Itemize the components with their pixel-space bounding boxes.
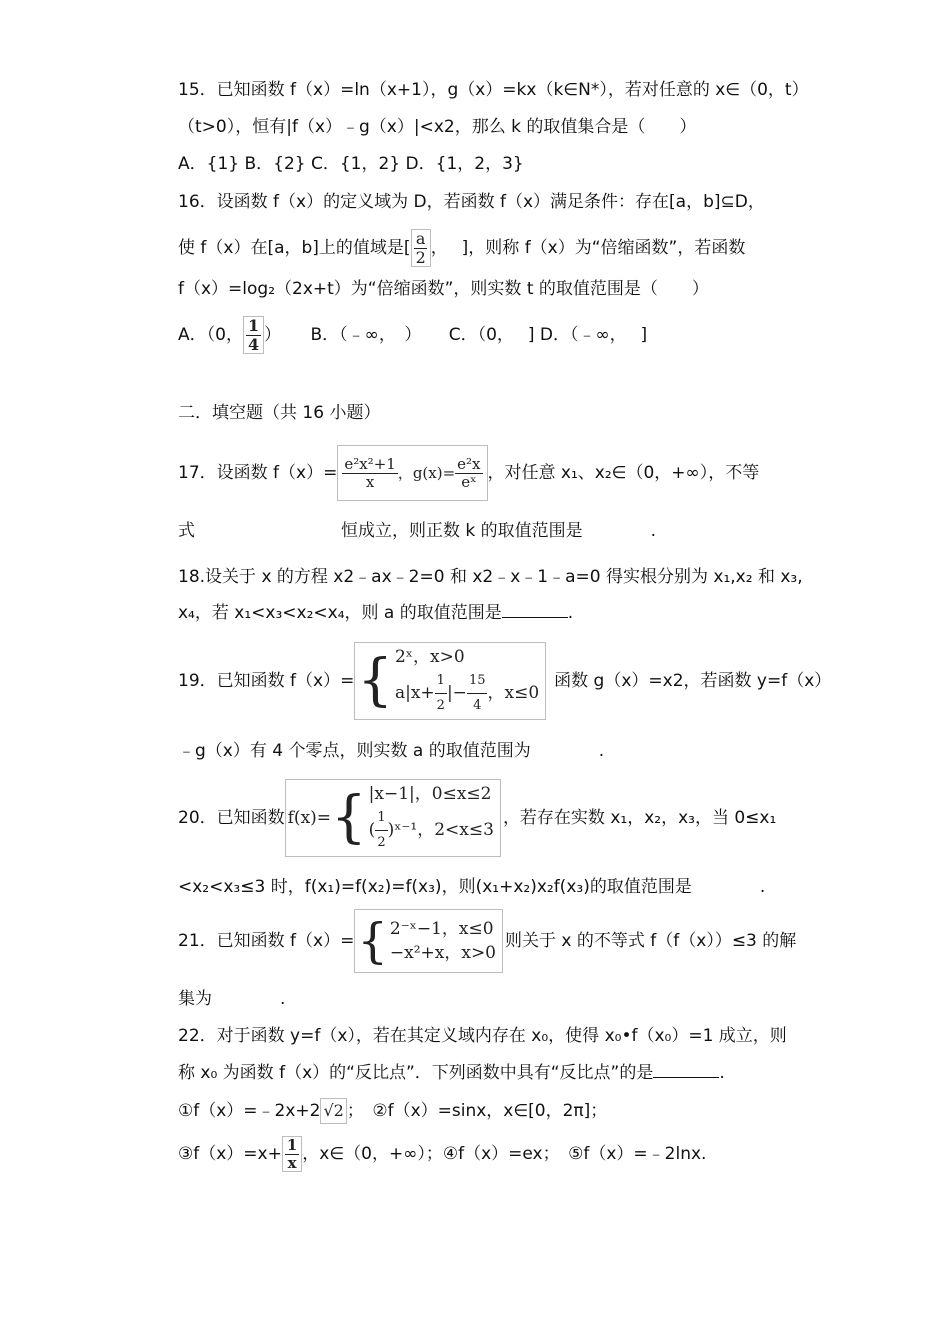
q17-pre: 17．设函数 f（x）= (178, 463, 338, 483)
q18-answer-blank (502, 617, 568, 618)
q21-line1 (178, 909, 818, 973)
section-title: 二．填空题（共 16 小题） (178, 403, 381, 423)
q21-post: 则关于 x 的不等式 f（f（x））≤3 的解 (505, 931, 797, 951)
q15-line1: 15．已知函数 f（x）=ln（x+1），g（x）=kx（k∈N*），若对任意的 x∈（0，t） (178, 80, 809, 100)
q16-optB: B．（﹣∞， ） (310, 325, 422, 346)
q19-piecewise-image (354, 642, 546, 720)
q18-end: . (567, 603, 574, 623)
q19-case2-d2: 4 (473, 697, 482, 713)
q22-opt1-pre: ①f（x）=﹣2x+2 (178, 1101, 321, 1121)
q22-options-line1 (178, 1098, 818, 1124)
q21-piecewise-image (354, 909, 503, 973)
q16-optA-den: 4 (247, 334, 260, 354)
q16-optA-num: 1 (247, 316, 260, 335)
q19-post: 函数 g（x）=x2，若函数 y=f（x） (554, 671, 832, 691)
q17-f-num: e²x²+1 (344, 455, 396, 473)
q16-frac-num: a (415, 229, 426, 248)
q16-optC: C．（0， ] (448, 325, 535, 346)
q21-case2: −x²+x，x>0 (389, 943, 497, 963)
q17-g-den: eˣ (461, 472, 477, 491)
q21-brace: { (357, 913, 388, 969)
q20-case2-n: 1 (375, 806, 387, 831)
q19-case2-d1: 2 (436, 697, 445, 713)
q22-line2-text: 称 x₀ 为函数 f（x）的“反比点”．下列函数中具有“反比点”的是 (178, 1063, 654, 1083)
q22-line2-end: . (719, 1063, 725, 1083)
q16-line2-text-b: ， ]，则称 f（x）为“倍缩函数”，若函数 (430, 238, 746, 259)
q16-fraction-image (411, 229, 431, 267)
q17-line2 (178, 519, 818, 543)
q19-brace: { (357, 648, 393, 713)
q17-line2b: 恒成立，则正数 k 的取值范围是 . (341, 521, 657, 541)
q22-opt1-radical: √2 (320, 1098, 346, 1124)
q20-piecewise-image (285, 779, 501, 857)
q17-g-num: e²x (457, 455, 481, 473)
q17-post: ，对任意 x₁、x₂∈（0，+∞），不等 (487, 463, 760, 483)
q16-optA-fraction (243, 316, 264, 354)
q18-line2-text: x₄，若 x₁<x₃<x₂<x₄，则 a 的取值范围是 (178, 603, 502, 623)
q17-f-den: x (365, 472, 375, 491)
q19-case2-n1: 1 (435, 669, 447, 694)
q18-line1: 18.设关于 x 的方程 x2﹣ax﹣2=0 和 x2﹣x﹣1﹣a=0 得实根分别为 x₁,x₂ 和 x₃, (178, 567, 803, 587)
q19-pre: 19．已知函数 f（x）= (178, 671, 355, 691)
q22-options-line2 (178, 1134, 818, 1174)
q20-case2-d: 2 (377, 834, 386, 850)
q20-flabel: f(x)= (287, 808, 332, 828)
q22-opt1-post: ； ②f（x）=sinx，x∈[0，2π]； (346, 1101, 608, 1121)
q17-line2a: 式 (178, 521, 195, 541)
q22-answer-blank (653, 1077, 719, 1078)
q15-options: A．{1} B．{2} C．{1，2} D．{1，2，3} (178, 154, 524, 174)
q20-line1 (178, 779, 818, 857)
q22-opt3-pre: ③f（x）=x+ (178, 1144, 282, 1164)
q16-optA-post: ） (264, 325, 282, 346)
q22-opt3-num: 1 (286, 1136, 298, 1154)
q15-line2: （t>0），恒有|f（x）﹣g（x）|<x2，那么 k 的取值集合是（ ） (178, 117, 697, 137)
q19-case1: 2ˣ，x>0 (394, 646, 465, 667)
q20-case1: |x−1|，0≤x≤2 (368, 783, 492, 804)
q20-case2-post: )ˣ⁻¹，2<x≤3 (387, 820, 494, 840)
q16-line1: 16．设函数 f（x）的定义域为 D，若函数 f（x）满足条件：存在[a，b]⊆D， (178, 192, 765, 212)
q21-line2: 集为 . (178, 989, 286, 1009)
q20-post: ，若存在实数 x₁，x₂，x₃，当 0≤x₁ (502, 808, 777, 828)
q19-case2-post: ，x≤0 (487, 683, 540, 703)
q16-line2-text-a: 使 f（x）在[a，b]上的值域是[ (178, 238, 411, 259)
q22-opt3-post: ，x∈（0，+∞）；④f（x）=ex； ⑤f（x）=﹣2lnx. (302, 1144, 707, 1164)
q22-line2 (178, 1061, 818, 1085)
q22-opt3-den: x (287, 1153, 297, 1172)
q19-line1 (178, 641, 832, 721)
q16-frac-den: 2 (415, 247, 426, 267)
q22-opt3-fraction (282, 1136, 302, 1172)
q20-pre: 20．已知函数 (178, 808, 285, 828)
q20-line2: <x₂<x₃≤3 时，f(x₁)=f(x₂)=f(x₃)，则(x₁+x₂)x₂f(x₃)的取值范围是 . (178, 877, 766, 897)
q17-line1 (178, 445, 818, 501)
q18-line2 (178, 601, 818, 625)
q22-line1: 22．对于函数 y=f（x），若在其定义域内存在 x₀，使得 x₀•f（x₀）=1 成立，则 (178, 1026, 787, 1046)
q17-formula-image (337, 445, 487, 501)
q19-case2-pre: a|x+ (394, 683, 435, 703)
q16-line3: f（x）=log₂（2x+t）为“倍缩函数”，则实数 t 的取值范围是（ ） (178, 279, 709, 299)
q19-line2: ﹣g（x）有 4 个零点，则实数 a 的取值范围为 . (178, 741, 605, 761)
q17-g-label: ，g(x)= (397, 464, 456, 482)
q20-brace: { (331, 785, 367, 850)
q16-options (178, 316, 818, 354)
q16-optD: D．（﹣∞， ] (539, 325, 648, 346)
q16-optA-pre: A．（0， (178, 325, 243, 346)
q16-line2 (178, 229, 818, 267)
q19-case2-mid: |− (446, 683, 467, 703)
q21-case1: 2⁻ˣ−1，x≤0 (389, 919, 494, 939)
q19-case2-n2: 15 (467, 669, 488, 694)
q20-case2-pre: ( (368, 820, 376, 840)
q21-pre: 21．已知函数 f（x）= (178, 931, 355, 951)
